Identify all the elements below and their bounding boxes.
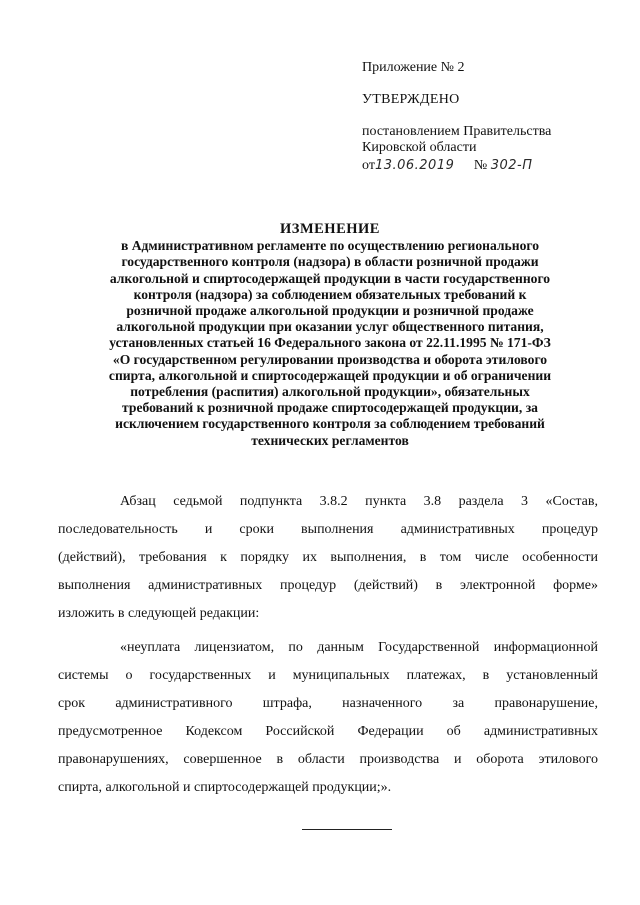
- title-line: алкогольной и спиртосодержащей продукции в части государственного: [109, 270, 551, 286]
- body-line: «неуплата лицензиатом, по данным Государственной информационной: [120, 640, 598, 655]
- title-line: потребления (распития) алкогольной продукции», обязательных: [130, 384, 530, 400]
- body-line: изложить в следующей редакции:: [58, 606, 260, 621]
- body-line: системы о государственных и муниципальных платежах, в установленный: [58, 668, 598, 683]
- title-line: розничной продаже алкогольной продукции и розничной продаже: [126, 303, 534, 319]
- title-line: в Административном регламенте по осуществлению регионального: [120, 238, 540, 254]
- title-line: спирта, алкогольной и спиртосодержащей продукции и об ограничении: [108, 367, 552, 383]
- paragraph-1: [58, 488, 598, 628]
- body-line: выполнения административных процедур (действий) в электронной форме»: [58, 578, 598, 593]
- title-line: контроля (надзора) за соблюдением обязательных требований к: [133, 286, 527, 302]
- date-prefix: от: [362, 158, 375, 173]
- approved-label: УТВЕРЖДЕНО: [362, 92, 460, 107]
- body-line: последовательность и сроки выполнения административных процедур: [58, 522, 598, 537]
- number-prefix: №: [473, 158, 488, 173]
- title-line: исключением государственного контроля за соблюдением требований: [115, 416, 545, 432]
- title-line: государственного контроля (надзора) в области розничной продажи: [121, 254, 539, 270]
- closing-separator-line: [302, 829, 392, 830]
- body-line: Абзац седьмой подпункта 3.8.2 пункта 3.8 раздела 3 «Состав,: [120, 494, 598, 509]
- body-line: спирта, алкогольной и спиртосодержащей продукции;».: [58, 780, 392, 795]
- body-line: срок административного штрафа, назначенного за правонарушение,: [58, 696, 598, 711]
- handwritten-date: 13.06.2019: [374, 158, 455, 173]
- handwritten-number: 302-П: [490, 158, 533, 173]
- decree-line-2: Кировской области: [362, 140, 477, 155]
- title-line: технических регламентов: [251, 432, 409, 448]
- document-title: [70, 221, 590, 449]
- decree-date-line: [362, 158, 533, 174]
- annex-label: Приложение № 2: [362, 60, 465, 75]
- title-line: требований к розничной продаже спиртосодержащей продукции, за: [122, 400, 538, 416]
- paragraph-2: [58, 634, 598, 802]
- title-line: «О государственном регулировании производства и оборота этилового: [112, 351, 548, 367]
- title-line: установленных статьей 16 Федерального закона от 22.11.1995 № 171-ФЗ: [109, 335, 551, 351]
- body-line: (действий), требования к порядку их выполнения, в том числе особенности: [58, 550, 598, 565]
- body-line: правонарушениях, совершенное в области производства и оборота этилового: [58, 752, 598, 767]
- title-line: алкогольной продукции при оказании услуг общественного питания,: [116, 319, 544, 335]
- body-line: предусмотренное Кодексом Российской Федерации об административных: [58, 724, 598, 739]
- decree-line-1: постановлением Правительства: [362, 124, 552, 139]
- title-heading: ИЗМЕНЕНИЕ: [280, 221, 380, 237]
- document-body: [58, 488, 598, 802]
